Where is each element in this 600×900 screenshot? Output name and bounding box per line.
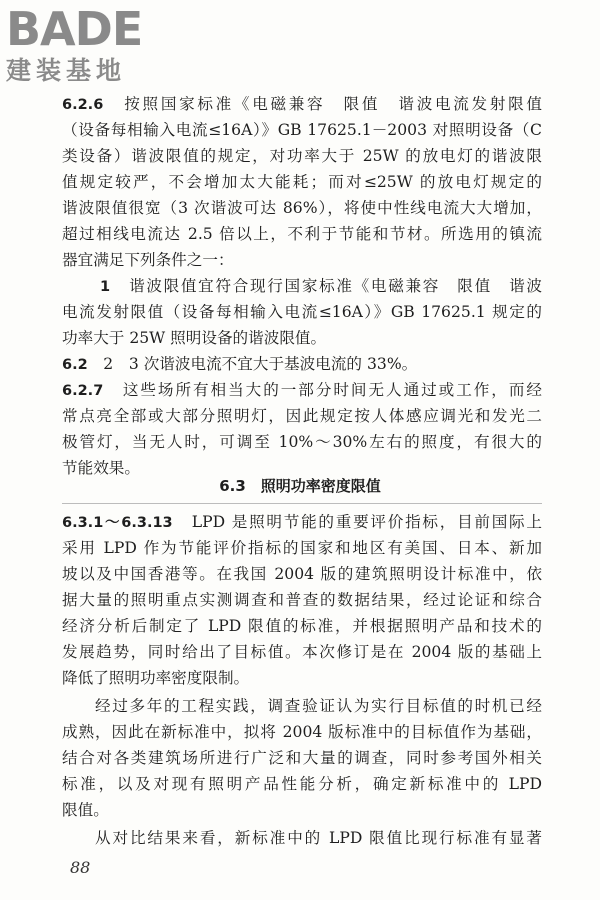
paragraph-line: 标准，以及对现有照明产品性能分析，确定新标准中的 LPD [62,775,542,793]
paragraph-line: 发展趋势，同时给出了目标值。本次修订是在 2004 版的基础上 [62,643,542,661]
paragraph-line: 节能效果。 [62,459,140,477]
list-item-number: 6.2 [62,357,88,373]
list-item-line: 功率大于 25W 照明设备的谐波限值。 [62,329,327,347]
paragraph-line: 坡以及中国香港等。在我国 2004 版的建筑照明设计标准中，依 [62,565,542,583]
clause-number: 6.2.7 [62,383,104,399]
list-item-line: 6.2 2 3 次谐波电流不宜大于基波电流的 33%。 [62,355,418,373]
paragraph-line: 超过相线电流达 2.5 倍以上，不利于节能和节材。所选用的镇流 [62,225,542,243]
paragraph-line: 常点亮全部或大部分照明灯，因此规定按人体感应调光和发光二 [62,407,542,425]
paragraph-line: 采用 LPD 作为节能评价指标的国家和地区有美国、日本、新加 [62,539,542,557]
logo-brand: BADE [6,2,143,56]
paragraph-line: 极管灯，当无人时，可调至 10%～30%左右的照度，有很大的 [62,433,542,451]
paragraph-line: 值规定较严，不会增加太大能耗；而对≤25W 的放电灯规定的 [62,173,542,191]
logo-subtitle: 建装基地 [6,56,127,85]
list-item-line: 电流发射限值（设备每相输入电流≤16A）》GB 17625.1 规定的 [62,303,542,321]
paragraph-line: 结合对各类建筑场所进行广泛和大量的调查，同时参考国外相关 [62,749,542,767]
list-item-line: 1 谐波限值宜符合现行国家标准《电磁兼容 限值 谐波 [100,277,542,295]
paragraph-line: 谐波限值很宽（3 次谐波可达 86%），将使中性线电流大大增加， [62,199,542,217]
divider [62,503,542,504]
list-item-number: 1 [100,279,111,295]
clause-number: 6.3.1～6.3.13 [62,515,173,531]
paragraph-line: 经过多年的工程实践，调查验证认为实行目标值的时机已经 [95,697,542,715]
clause-number: 6.2.6 [62,97,104,113]
paragraph-line: （设备每相输入电流≤16A）》GB 17625.1－2003 对照明设备（C [62,121,542,139]
paragraph-line: 据大量的照明重点实测调查和普查的数据结果，经过论证和综合 [62,591,542,609]
paragraph-line: 6.2.7 这些场所有相当大的一部分时间无人通过或工作，而经 [62,381,542,399]
paragraph-line: 6.3.1～6.3.13 LPD 是照明节能的重要评价指标，目前国际上 [62,513,542,531]
paragraph-line: 6.2.6 按照国家标准《电磁兼容 限值 谐波电流发射限值 [62,95,542,113]
section-heading: 6.3 照明功率密度限值 [219,477,381,495]
paragraph-line: 类设备）谐波限值的规定，对功率大于 25W 的放电灯的谐波限 [62,147,542,165]
paragraph-line: 成熟，因此在新标准中，拟将 2004 版标准中的目标值作为基础， [62,723,542,741]
logo [6,2,176,88]
paragraph-line: 器宜满足下列条件之一： [62,251,234,269]
paragraph-line: 从对比结果来看，新标准中的 LPD 限值比现行标准有显著 [95,829,542,847]
paragraph-line: 限值。 [62,801,109,819]
paragraph-line: 经济分析后制定了 LPD 限值的标准，并根据照明产品和技术的 [62,617,542,635]
page-number: 88 [70,858,91,877]
paragraph-line: 降低了照明功率密度限制。 [62,669,250,687]
